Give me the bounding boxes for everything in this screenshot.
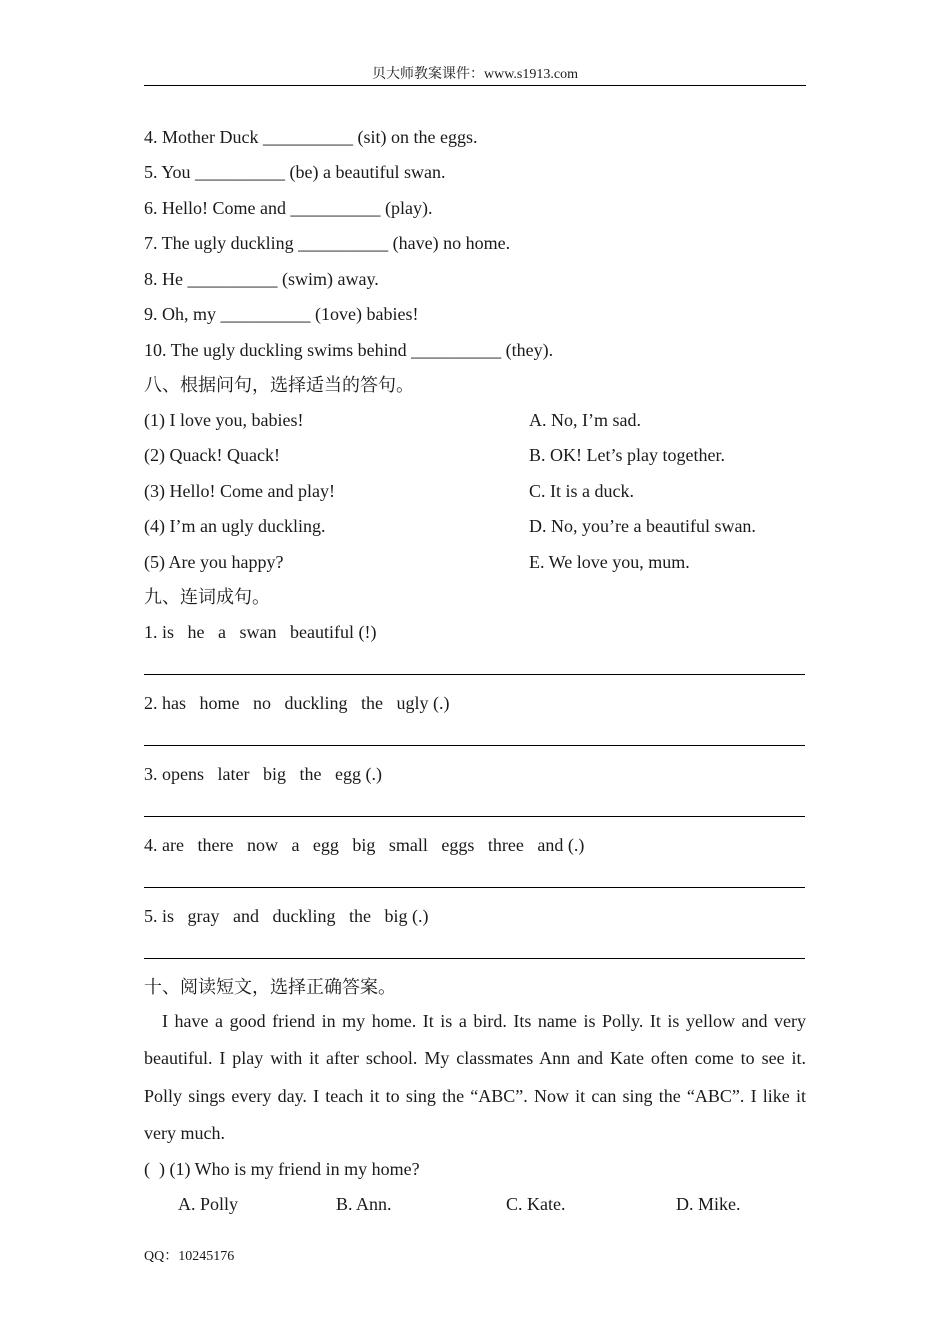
answer-line: [144, 958, 805, 959]
question-item: (1) I love you, babies!: [144, 410, 304, 430]
question-item: (4) I’m an ugly duckling.: [144, 516, 326, 536]
answer-item: D. No, you’re a beautiful swan.: [529, 516, 756, 536]
answer-item: E. We love you, mum.: [529, 552, 690, 572]
answer-item: C. It is a duck.: [529, 481, 634, 501]
header-rule: [144, 85, 806, 86]
word-order-item: 3. opens later big the egg (.): [144, 764, 382, 784]
fill-in-item: 9. Oh, my __________ (1ove) babies!: [144, 304, 419, 324]
answer-line: [144, 745, 805, 746]
answer-item: A. No, I’m sad.: [529, 410, 641, 430]
answer-item: B. OK! Let’s play together.: [529, 445, 725, 465]
answer-line: [144, 674, 805, 675]
option-d: D. Mike.: [676, 1194, 741, 1214]
answer-line: [144, 816, 805, 817]
fill-in-item: 5. You __________ (be) a beautiful swan.: [144, 162, 446, 182]
word-order-item: 2. has home no duckling the ugly (.): [144, 693, 450, 713]
fill-in-item: 10. The ugly duckling swims behind __________ (they).: [144, 340, 554, 360]
section-10-title: 十、阅读短文，选择正确答案。: [144, 977, 396, 997]
fill-in-item: 7. The ugly duckling __________ (have) no home.: [144, 233, 511, 253]
word-order-item: 1. is he a swan beautiful (!): [144, 622, 377, 642]
question-item: (2) Quack! Quack!: [144, 445, 280, 465]
fill-in-item: 4. Mother Duck __________ (sit) on the eggs.: [144, 127, 478, 147]
reading-question: ( ) (1) Who is my friend in my home?: [144, 1159, 420, 1179]
section-8-title: 八、根据问句，选择适当的答句。: [144, 375, 414, 395]
word-order-item: 5. is gray and duckling the big (.): [144, 906, 429, 926]
option-b: B. Ann.: [336, 1194, 392, 1214]
option-a: A. Polly: [178, 1194, 239, 1214]
section-9-title: 九、连词成句。: [144, 587, 270, 607]
option-c: C. Kate.: [506, 1194, 566, 1214]
question-item: (3) Hello! Come and play!: [144, 481, 335, 501]
reading-passage: I have a good friend in my home. It is a bird. Its name is Polly. It is yellow and very beautiful. I play with it after school. My classmates Ann and Kate often come to see it. Polly sings every day. I teach it to sing the “ABC”. Now it can sing the “ABC”. I like it very much.: [144, 1011, 806, 1143]
question-item: (5) Are you happy?: [144, 552, 284, 572]
page-header: 贝大师教案课件：www.s1913.com: [372, 67, 578, 82]
fill-in-item: 8. He __________ (swim) away.: [144, 269, 379, 289]
answer-line: [144, 887, 805, 888]
word-order-item: 4. are there now a egg big small eggs three and (.): [144, 835, 585, 855]
fill-in-item: 6. Hello! Come and __________ (play).: [144, 198, 433, 218]
page-footer: QQ：10245176: [144, 1249, 235, 1264]
